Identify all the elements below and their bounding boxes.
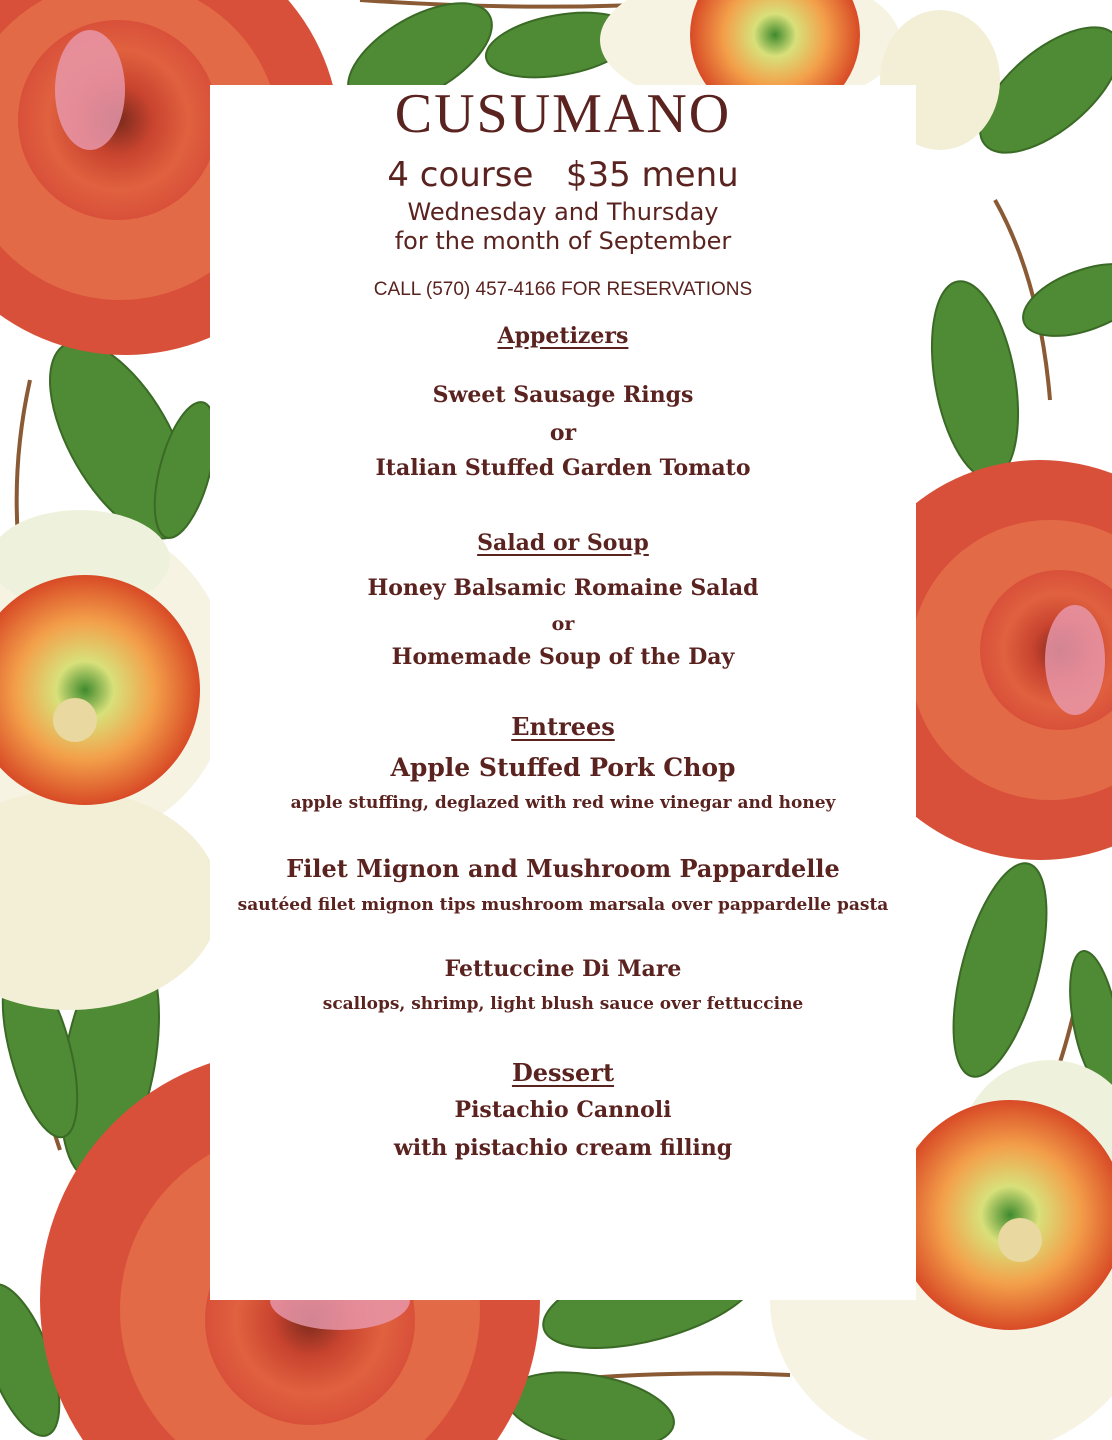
dessert-item: Pistachio Cannoli bbox=[454, 1097, 672, 1123]
entrees-heading: Entrees bbox=[511, 712, 615, 741]
entree-description: apple stuffing, deglazed with red wine vinegar and honey bbox=[290, 793, 836, 813]
entree-description: sautéed filet mignon tips mushroom marsala over pappardelle pasta bbox=[237, 895, 889, 915]
menu-offer: 4 course $35 menu bbox=[387, 155, 739, 195]
entree-name: Filet Mignon and Mushroom Pappardelle bbox=[286, 854, 840, 883]
appetizer-item: Sweet Sausage Rings bbox=[432, 382, 694, 408]
appetizer-item: Italian Stuffed Garden Tomato bbox=[375, 455, 751, 481]
or-separator: or bbox=[551, 613, 575, 635]
menu-period: for the month of September bbox=[394, 227, 732, 255]
entree-name: Fettuccine Di Mare bbox=[444, 956, 682, 982]
appetizers-heading: Appetizers bbox=[497, 323, 629, 349]
menu-days: Wednesday and Thursday bbox=[407, 198, 719, 226]
reservation-line: CALL (570) 457-4166 FOR RESERVATIONS bbox=[373, 279, 753, 300]
dessert-description: with pistachio cream filling bbox=[393, 1135, 733, 1161]
or-separator: or bbox=[549, 420, 577, 446]
salad-soup-heading: Salad or Soup bbox=[477, 530, 649, 556]
salad-item: Honey Balsamic Romaine Salad bbox=[367, 575, 759, 601]
soup-item: Homemade Soup of the Day bbox=[391, 644, 735, 670]
entree-description: scallops, shrimp, light blush sauce over fettuccine bbox=[322, 994, 804, 1014]
restaurant-title: CUSUMANO bbox=[394, 83, 732, 145]
entree-name: Apple Stuffed Pork Chop bbox=[390, 753, 736, 782]
dessert-heading: Dessert bbox=[511, 1058, 615, 1087]
